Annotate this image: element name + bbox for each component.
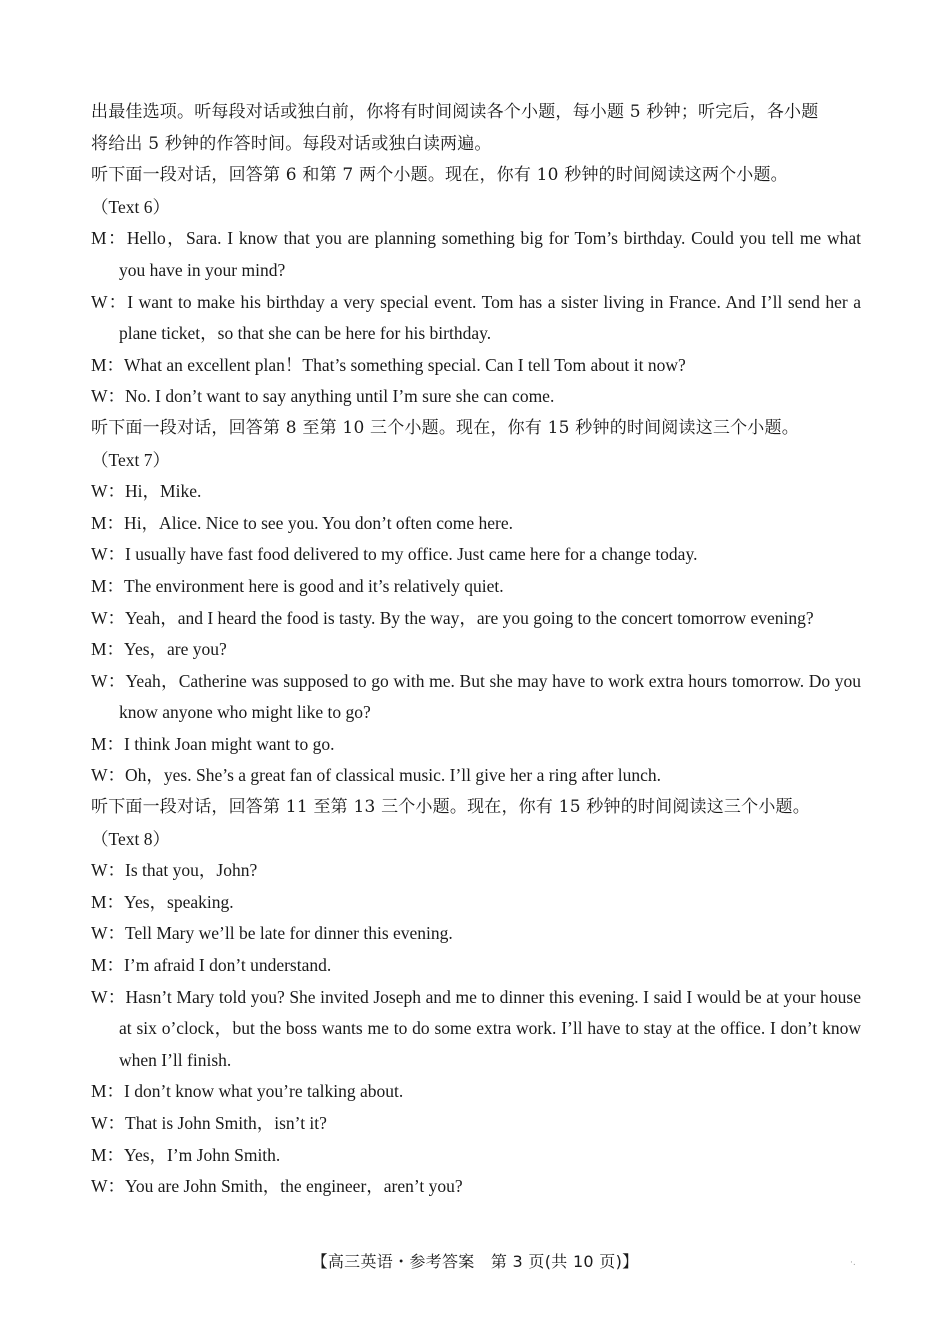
dialogue-line: M：Yes，I’m John Smith.	[91, 1144, 281, 1165]
corner-mark: ·.	[850, 1258, 856, 1268]
dialogue-line: M：Yes，are you?	[91, 639, 227, 660]
instruction-text: 出最佳选项。听每段对话或独白前，你将有时间阅读各个小题，每小题 5 秒钟；听完后，各小题	[91, 102, 819, 122]
text-label: （Text 8）	[91, 828, 170, 849]
section-instruction: 听下面一段对话，回答第 6 和第 7 两个小题。现在，你有 10 秒钟的时间阅读这两个小题。	[91, 165, 788, 186]
dialogue-line: W：I want to make his birthday a very special event. Tom has a sister living in France. And I’ll send her a plane ticket，so that she can be here for his birthday.	[91, 291, 861, 344]
dialogue-line: M：What an excellent plan！That’s something special. Can I tell Tom about it now?	[91, 354, 686, 375]
dialogue-line: W：That is John Smith，isn’t it?	[91, 1113, 327, 1133]
dialogue-line: W：Hi，Mike.	[91, 481, 202, 502]
dialogue-line: W：Yeah，and I heard the food is tasty. By the way，are you going to the concert tomorrow evening?	[91, 607, 814, 628]
text-label: （Text 7）	[91, 449, 170, 470]
dialogue-line: M：The environment here is good and it’s relatively quiet.	[91, 575, 504, 596]
dialogue-line: M：Hello，Sara. I know that you are planning something big for Tom’s birthday. Could you tell me what you have in your mind?	[91, 228, 861, 280]
dialogue-line: M：I’m afraid I don’t understand.	[91, 955, 332, 976]
dialogue-line: M：I think Joan might want to go.	[91, 733, 335, 754]
dialogue-line: W：Yeah，Catherine was supposed to go with me. But she may have to work extra hours tomorrow. Do you know anyone who might like to go?	[91, 670, 861, 723]
dialogue-line: W：Hasn’t Mary told you? She invited Joseph and me to dinner this evening. I said I would be at your house at six o’clock，but the boss wants me to do some extra work. I’ll have to stay at the office. I don’t know when I’ll finish.	[91, 986, 861, 1070]
dialogue-line: W：I usually have fast food delivered to my office. Just came here for a change today.	[91, 544, 698, 565]
dialogue-line: M：Hi，Alice. Nice to see you. You don’t often come here.	[91, 512, 514, 533]
listening-transcript	[91, 97, 861, 1203]
dialogue-line: M：I don’t know what you’re talking about.	[91, 1081, 404, 1102]
dialogue-line: W：No. I don’t want to say anything until I’m sure she can come.	[91, 386, 555, 407]
text-label: （Text 6）	[91, 196, 170, 217]
dialogue-line: M：Yes，speaking.	[91, 891, 234, 912]
dialogue-line: W：Is that you，John?	[91, 860, 258, 881]
section-instruction: 听下面一段对话，回答第 8 至第 10 三个小题。现在，你有 15 秒钟的时间阅读这三个小题。	[91, 417, 799, 438]
dialogue-line: W：Oh，yes. She’s a great fan of classical music. I’ll give her a ring after lunch.	[91, 765, 662, 786]
instruction-text: 将给出 5 秒钟的作答时间。每段对话或独白读两遍。	[91, 133, 492, 154]
dialogue-line: W：Tell Mary we’ll be late for dinner this evening.	[91, 923, 453, 944]
section-instruction: 听下面一段对话，回答第 11 至第 13 三个小题。现在，你有 15 秒钟的时间阅读这三个小题。	[91, 797, 810, 818]
page-footer: 【高三英语・参考答案 第 3 页(共 10 页)】	[311, 1252, 639, 1271]
dialogue-line: W：You are John Smith，the engineer，aren’t you?	[91, 1176, 463, 1197]
